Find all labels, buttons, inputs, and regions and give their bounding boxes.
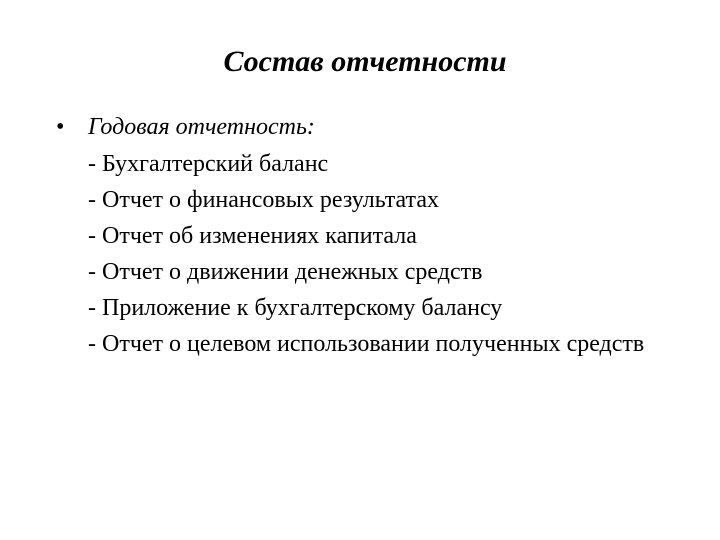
- slide-title: Состав отчетности: [223, 45, 507, 78]
- report-list: [88, 146, 696, 362]
- report-item: - Отчет о движении денежных средств: [88, 259, 483, 285]
- report-item: - Отчет о финансовых результатах: [88, 187, 439, 213]
- report-item: - Отчет об изменениях капитала: [88, 223, 417, 249]
- slide-content: [56, 108, 696, 362]
- report-item: - Приложение к бухгалтерскому балансу: [88, 295, 503, 321]
- report-item: - Бухгалтерский баланс: [88, 151, 329, 177]
- bullet-annual-reporting: [56, 108, 696, 362]
- bullet-marker: •: [56, 114, 65, 140]
- bullet-heading: Годовая отчетность:: [88, 114, 315, 140]
- report-item: - Отчет о целевом использовании полученных средств: [88, 331, 645, 357]
